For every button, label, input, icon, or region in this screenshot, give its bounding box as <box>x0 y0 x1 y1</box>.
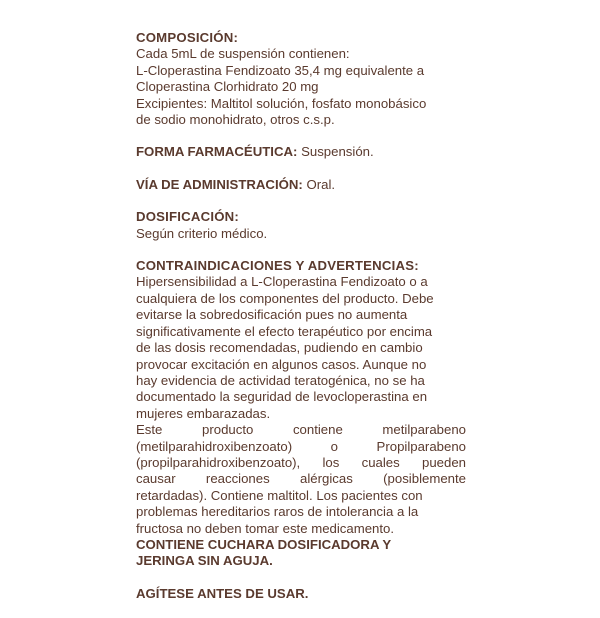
composicion-line: de sodio monohidrato, otros c.s.p. <box>136 112 335 128</box>
contraindicaciones-line: de las dosis recomendadas, pudiendo en cambio <box>136 340 423 356</box>
forma-heading: FORMA FARMACÉUTICA: <box>136 144 298 160</box>
label-text-panel <box>136 30 466 618</box>
contraindicaciones-line: retardadas). Contiene maltitol. Los pacientes con <box>136 487 423 503</box>
contraindicaciones-line: Hipersensibilidad a L-Cloperastina Fendizoato o a <box>136 274 428 290</box>
contraindicaciones-line: problemas hereditarios raros de intolerancia a la <box>136 504 419 520</box>
contraindicaciones-line: provocar excitación en algunos casos. Aunque no <box>136 356 427 372</box>
contraindicaciones-line: significativamente el efecto terapéutico por encima <box>136 323 433 339</box>
via-heading: VÍA DE ADMINISTRACIÓN: <box>136 176 303 192</box>
contraindicaciones-line: evitarse la sobredosificación pues no aumenta <box>136 307 408 323</box>
contraindicaciones-line: fructosa no deben tomar este medicamento. <box>136 520 395 536</box>
contraindicaciones-line: mujeres embarazadas. <box>136 405 271 421</box>
contraindicaciones-line: causar reacciones alérgicas (posiblemente <box>136 471 466 487</box>
cuchara-line: CONTIENE CUCHARA DOSIFICADORA Y <box>136 536 392 552</box>
forma-value: Suspensión. <box>301 144 374 160</box>
dosificacion-value: Según criterio médico. <box>136 225 268 241</box>
agitese-text: AGÍTESE ANTES DE USAR. <box>136 585 309 601</box>
composicion-heading: COMPOSICIÓN: <box>136 30 239 45</box>
contraindicaciones-line: Este producto contiene metilparabeno <box>136 422 466 438</box>
cuchara-line: JERINGA SIN AGUJA. <box>136 553 273 569</box>
via-value: Oral. <box>306 176 336 192</box>
dosificacion-heading: DOSIFICACIÓN: <box>136 209 239 225</box>
via-section <box>136 177 466 193</box>
contraindicaciones-line: cualquiera de los componentes del producto. Debe <box>136 290 434 306</box>
composicion-line: L-Cloperastina Fendizoato 35,4 mg equivalente a <box>136 62 425 78</box>
dosificacion-section <box>136 209 466 242</box>
composicion-line: Excipientes: Maltitol solución, fosfato monobásico <box>136 95 427 111</box>
forma-section <box>136 144 466 160</box>
composicion-section <box>136 30 466 128</box>
composicion-line: Cloperastina Clorhidrato 20 mg <box>136 79 319 95</box>
contraindicaciones-line: (metilparahidroxibenzoato) o Propilparabeno <box>136 438 466 454</box>
contraindicaciones-line: hay evidencia de actividad teratogénica, no se ha <box>136 372 425 388</box>
cuchara-section <box>136 537 466 570</box>
contraindicaciones-section <box>136 258 466 537</box>
contraindicaciones-heading: CONTRAINDICACIONES Y ADVERTENCIAS: <box>136 258 419 274</box>
contraindicaciones-line: (propilparahidroxibenzoato), los cuales pueden <box>136 454 466 470</box>
contraindicaciones-line: documentado la seguridad de levocloperastina en <box>136 389 428 405</box>
composicion-line: Cada 5mL de suspensión contienen: <box>136 46 350 62</box>
